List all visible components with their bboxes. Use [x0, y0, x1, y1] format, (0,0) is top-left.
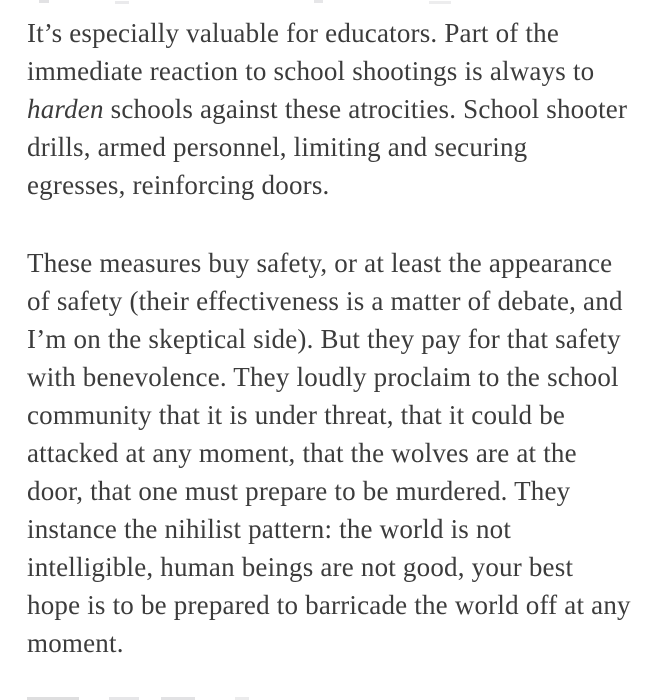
paragraph-hardening-schools: [27, 14, 631, 204]
text-segment: It’s especially valuable for educators. Part of the immediate reaction to school shootings is always to: [27, 18, 595, 86]
paragraph-safety-benevolence: [27, 244, 631, 662]
text-segment: schools against these atrocities. School shooter drills, armed personnel, limiting and securing egresses, reinforcing doors.: [27, 94, 628, 200]
article-body-text: [27, 14, 631, 662]
text-segment: These measures buy safety, or at least the appearance of safety (their effectiveness is a matter of debate, and I’m on the skeptical side). But they pay for that safety with benevolence. They loudly proclaim to the school community that it is under threat, that it could be attacked at any moment, that the wolves are at the door, that one must prepare to be murdered. They instance the nihilist pattern: the world is not intelligible, human beings are not good, your best hope is to be prepared to barricade the world off at any moment.: [27, 248, 631, 658]
italic-word: harden: [27, 94, 104, 124]
cropped-text-remnant-top: [27, 0, 631, 5]
cropped-text-remnant-bottom: [27, 695, 631, 700]
